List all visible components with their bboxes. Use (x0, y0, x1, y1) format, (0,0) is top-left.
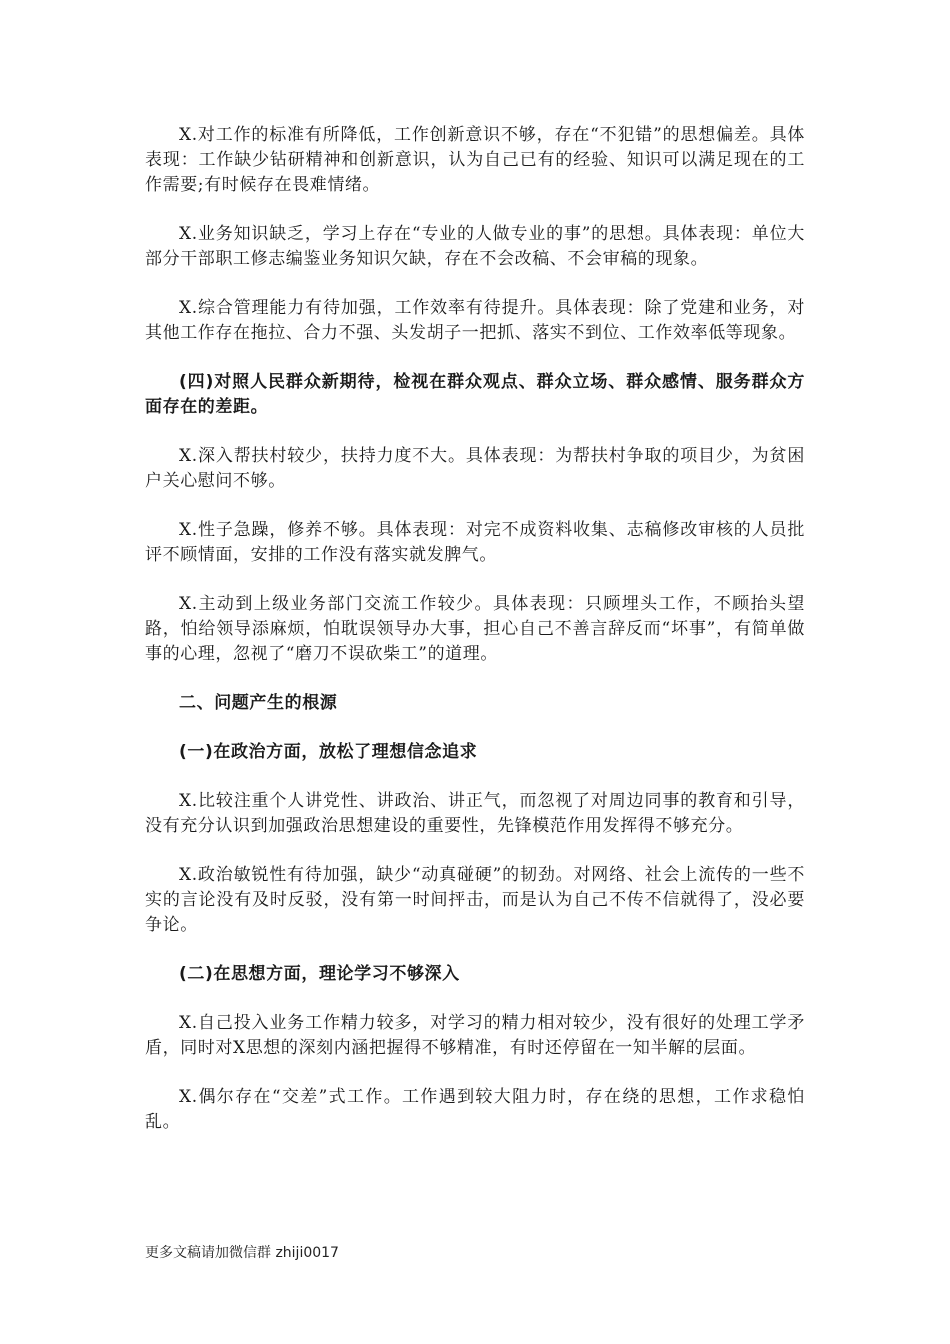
document-body (145, 123, 805, 1135)
page-footer: 更多文稿请加微信群 zhiji0017 (145, 1245, 339, 1261)
paragraph: X.偶尔存在“交差”式工作。工作遇到较大阻力时，存在绕的思想，工作求稳怕乱。 (145, 1087, 805, 1132)
paragraph: X.综合管理能力有待加强，工作效率有待提升。具体表现：除了党建和业务，对其他工作存在拖拉、合力不强、头发胡子一把抓、落实不到位、工作效率低等现象。 (145, 298, 805, 343)
paragraph: X.主动到上级业务部门交流工作较少。具体表现：只顾埋头工作，不顾抬头望路，怕给领导添麻烦，怕耽误领导办大事，担心自己不善言辞反而“坏事”，有简单做事的心理，忽视了“磨刀不误砍柴工”的道理。 (145, 594, 805, 664)
section-heading: 二、问题产生的根源 (179, 693, 338, 713)
paragraph: X.比较注重个人讲党性、讲政治、讲正气，而忽视了对周边同事的教育和引导，没有充分认识到加强政治思想建设的重要性，先锋模范作用发挥得不够充分。 (145, 791, 805, 836)
subsection-heading: (一)在政治方面，放松了理想信念追求 (179, 742, 478, 762)
paragraph: X.政治敏锐性有待加强，缺少“动真碰硬”的韧劲。对网络、社会上流传的一些不实的言论没有及时反驳，没有第一时间抨击，而是认为自己不传不信就得了，没必要争论。 (145, 865, 805, 935)
paragraph: X.对工作的标准有所降低，工作创新意识不够，存在“不犯错”的思想偏差。具体表现：工作缺少钻研精神和创新意识，认为自己已有的经验、知识可以满足现在的工作需要;有时候存在畏难情绪。 (145, 125, 805, 195)
paragraph: X.性子急躁，修养不够。具体表现：对完不成资料收集、志稿修改审核的人员批评不顾情面，安排的工作没有落实就发脾气。 (145, 520, 805, 565)
paragraph: X.业务知识缺乏，学习上存在“专业的人做专业的事”的思想。具体表现：单位大部分干部职工修志编鉴业务知识欠缺，存在不会改稿、不会审稿的现象。 (145, 224, 805, 269)
paragraph: X.自己投入业务工作精力较多，对学习的精力相对较少，没有很好的处理工学矛盾，同时对X思想的深刻内涵把握得不够精准，有时还停留在一知半解的层面。 (145, 1013, 805, 1058)
section-heading: (四)对照人民群众新期待，检视在群众观点、群众立场、群众感情、服务群众方面存在的差距。 (145, 372, 805, 417)
paragraph: X.深入帮扶村较少，扶持力度不大。具体表现：为帮扶村争取的项目少，为贫困户关心慰问不够。 (145, 446, 805, 491)
subsection-heading: (二)在思想方面，理论学习不够深入 (179, 964, 460, 984)
